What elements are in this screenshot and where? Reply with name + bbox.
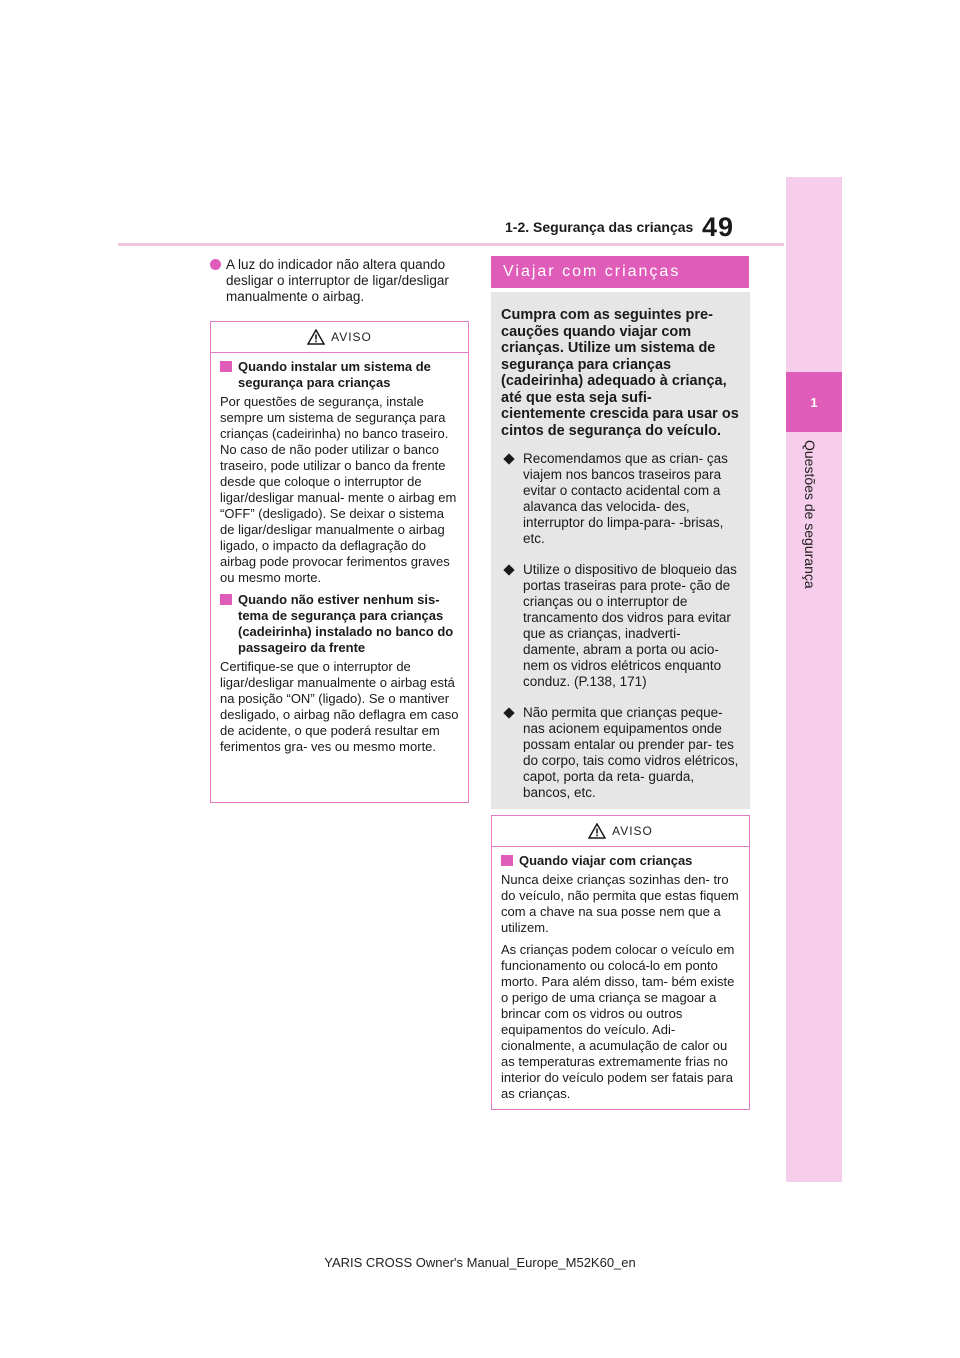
warning-box-travel-children: [491, 815, 750, 1110]
warning-triangle-icon: [588, 823, 606, 839]
section-title: 1-2. Segurança das crianças: [505, 219, 694, 235]
warning-body: [211, 353, 468, 769]
warning-body: [492, 847, 749, 1116]
bullet-dot-icon: [210, 259, 221, 270]
warning-paragraph: Nunca deixe crianças sozinhas den- tro do veículo, não permita que estas fiquem com a chave na sua posse nem que a utilizem.: [501, 872, 739, 935]
warning-paragraph: Certifique-se que o interruptor de ligar/desligar manualmente o airbag está na posição “ON” (ligado). Se o mantiver desligado, o airbag não deflagra em caso de acidente, o que poderá resultar em ferimentos gra- ves ou mesmo morte.: [220, 659, 459, 754]
indicator-note: [210, 257, 472, 305]
list-item: Não permita que crianças peque- nas acionem equipamentos onde possam entalar ou prender par- tes do corpo, tais como vidros elétricos, capot, porta da reta- guarda, bancos, etc.: [501, 705, 740, 801]
header-rule: [118, 243, 784, 246]
warning-label: AVISO: [331, 330, 372, 344]
warning-box-child-restraint: [210, 321, 469, 803]
precautions-list: [501, 451, 740, 801]
warning-subheading: Quando não estiver nenhum sis- tema de segurança para crianças (cadeirinha) instalado no banco do passageiro da frente: [220, 592, 459, 656]
precautions-box: [491, 292, 750, 809]
section-heading-bar: Viajar com crianças: [491, 256, 749, 288]
warning-header: [211, 322, 468, 353]
warning-triangle-icon: [307, 329, 325, 345]
page-number: 49: [702, 212, 735, 242]
diamond-bullet-icon: [503, 453, 514, 464]
list-item: Utilize o dispositivo de bloqueio das portas traseiras para prote- ção de crianças ou o interruptor de trancamento dos vidros para evitar que as crianças, inadverti- damente, abram a porta ou acio- nem os vidros elétricos enquanto conduz. (P.138, 171): [501, 562, 740, 690]
warning-subheading: Quando viajar com crianças: [501, 853, 740, 869]
indicator-note-text: A luz do indicador não altera quando desligar o interruptor de ligar/desligar manualmente o airbag.: [226, 257, 449, 304]
warning-paragraph: As crianças podem colocar o veículo em funcionamento ou colocá-lo em ponto morto. Para além disso, tam- bém existe o perigo de uma criança se magoar a brincar com os vidros ou outros equipamentos do veículo. Adi- cionalmente, a acumulação de calor ou as temperaturas extremamente frias no interior do veículo podem ser fatais para as crianças.: [501, 942, 735, 1101]
warning-subheading: Quando instalar um sistema de segurança para crianças: [220, 359, 459, 391]
warning-paragraph: Por questões de segurança, instale sempre um sistema de segurança para crianças (cadeirinha) no banco traseiro. No caso de não poder utilizar o banco traseiro, pode utilizar o banco da frente desde que coloque o interruptor de ligar/desligar manual- mente o airbag em “OFF” (desligado). Se deixar o sistema de ligar/desligar manualmente o airbag ligado, o impacto da deflagração do airbag pode provocar ferimentos graves ou mesmo morte.: [220, 394, 457, 585]
square-bullet-icon: [220, 361, 232, 372]
diamond-bullet-icon: [503, 564, 514, 575]
page-footer: YARIS CROSS Owner's Manual_Europe_M52K60_en: [324, 1255, 636, 1270]
square-bullet-icon: [501, 855, 513, 866]
square-bullet-icon: [220, 594, 232, 605]
precautions-intro: Cumpra com as seguintes pre- cauções quando viajar com crianças. Utilize um sistema de segurança para crianças (cadeirinha) adequado à criança, até que esta seja sufi- cientemente crescida para usar os cintos de segurança do veículo.: [501, 307, 739, 439]
warning-label: AVISO: [612, 824, 653, 838]
diamond-bullet-icon: [503, 707, 514, 718]
warning-header: [492, 816, 749, 847]
chapter-side-tab: [786, 177, 842, 1182]
list-item: Recomendamos que as crian- ças viajem nos bancos traseiros para evitar o contacto acidental com a alavanca das velocida- des, interruptor do limpa-para- -brisas, etc.: [501, 451, 740, 547]
chapter-title-vertical: Questões de segurança: [802, 440, 818, 589]
chapter-number-tab: 1: [786, 372, 842, 432]
